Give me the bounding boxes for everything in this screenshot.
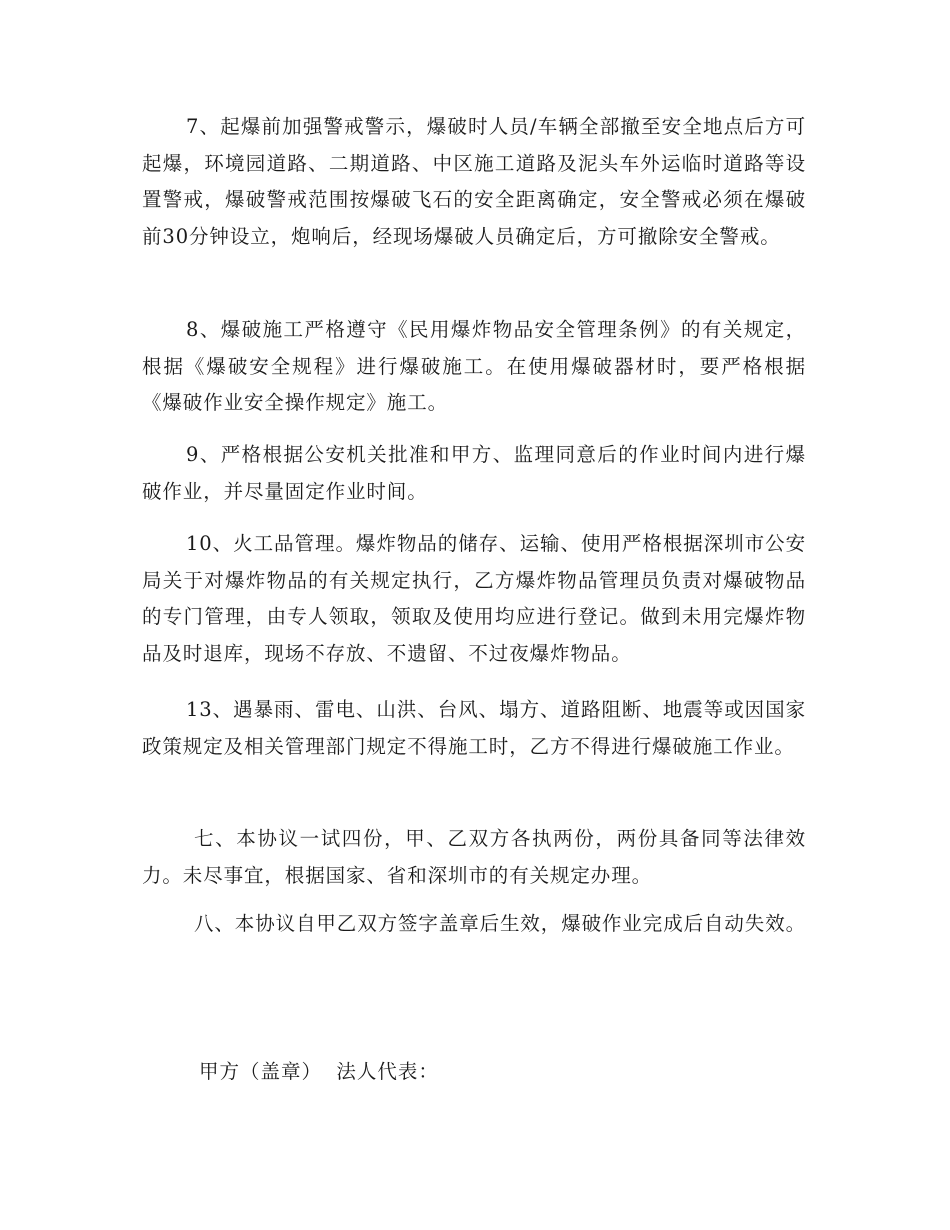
paragraph-item-13: 13、遇暴雨、雷电、山洪、台风、塌方、道路阻断、地震等或因国家政策规定及相关管理部门规定不得施工时，乙方不得进行爆破施工作业。: [142, 698, 806, 758]
paragraph-item-9: 9、严格根据公安机关批准和甲方、监理同意后的作业时间内进行爆破作业，并尽量固定作业时间。: [142, 443, 806, 503]
paragraph-clause-8: 八、本协议自甲乙双方签字盖章后生效，爆破作业完成后自动失效。: [194, 912, 807, 935]
paragraph-item-10: 10、火工品管理。爆炸物品的储存、运输、使用严格根据深圳市公安局关于对爆炸物品的有关规定执行，乙方爆炸物品管理员负责对爆破物品的专门管理，由专人领取，领取及使用均应进行登记。做到未用完爆炸物品及时退库，现场不存放、不遗留、不过夜爆炸物品。: [142, 532, 806, 665]
signature-line: 甲方（盖章） 法人代表：: [199, 1060, 439, 1083]
paragraph-item-8: 8、爆破施工严格遵守《民用爆炸物品安全管理条例》的有关规定，根据《爆破安全规程》进行爆破施工。在使用爆破器材时，要严格根据《爆破作业安全操作规定》施工。: [142, 318, 806, 414]
paragraph-clause-7: 七、本协议一试四份，甲、乙双方各执两份，两份具备同等法律效力。未尽事宜，根据国家、省和深圳市的有关规定办理。: [142, 827, 806, 887]
paragraph-item-7: 7、起爆前加强警戒警示，爆破时人员/车辆全部撤至安全地点后方可起爆，环境园道路、二期道路、中区施工道路及泥头车外运临时道路等设置警戒，爆破警戒范围按爆破飞石的安全距离确定，安全警戒必须在爆破前30分钟设立，炮响后，经现场爆破人员确定后，方可撤除安全警戒。: [142, 115, 806, 248]
